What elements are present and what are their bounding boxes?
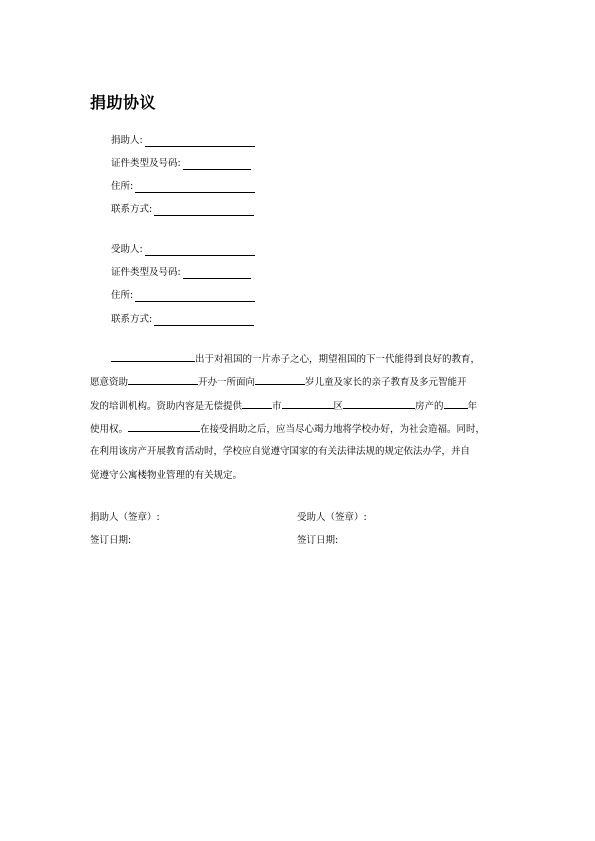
- donor-name-blank[interactable]: [145, 146, 255, 147]
- body-line-6: 觉遵守公寓楼物业管理的有关规定。: [90, 470, 243, 481]
- body-text: 市: [272, 401, 282, 412]
- recipient-signature-label: 受助人（签章）:: [297, 512, 367, 523]
- property-blank[interactable]: [343, 399, 415, 409]
- page-title: 捐助协议: [90, 93, 157, 112]
- body-text: 在接受捐助之后，应当尽心竭力地将学校办好，为社会造福。同时，: [200, 424, 486, 435]
- body-line-1: [90, 352, 506, 366]
- donor-id-field: [111, 158, 251, 170]
- recipient-blank[interactable]: [128, 375, 198, 385]
- body-text: 房产的: [415, 401, 444, 412]
- recipient-contact-blank[interactable]: [154, 325, 254, 326]
- recipient-address-field: [111, 290, 255, 302]
- donor-contact-label: 联系方式:: [111, 204, 153, 215]
- donor-id-blank[interactable]: [183, 169, 251, 170]
- donor-contact-field: [111, 204, 254, 216]
- recipient-name-blank[interactable]: [145, 255, 255, 256]
- donor-signature-label: 捐助人（签章）:: [90, 512, 160, 523]
- body-text: 愿意资助: [90, 377, 129, 388]
- donor-blank[interactable]: [111, 352, 195, 362]
- donor-name-field: [111, 135, 255, 147]
- body-text: 年: [467, 401, 478, 412]
- donor-id-label: 证件类型及号码:: [111, 158, 181, 169]
- age-blank[interactable]: [255, 375, 305, 385]
- recipient-address-blank[interactable]: [135, 301, 255, 302]
- recipient-name-field: [111, 244, 255, 256]
- donor-address-blank[interactable]: [135, 192, 255, 193]
- body-text: 开办一所面向: [198, 377, 256, 388]
- body-line-2: [90, 375, 506, 389]
- body-text: 岁儿童及家长的亲子教育及多元智能开: [305, 377, 467, 388]
- recipient-blank-2[interactable]: [128, 422, 200, 432]
- body-line-5: 在利用该房产开展教育活动时，学校应自觉遵守国家的有关法律法规的规定依法办学，并自: [90, 446, 471, 457]
- recipient-id-label: 证件类型及号码:: [111, 267, 181, 278]
- donor-date-label: 签订日期:: [90, 535, 132, 546]
- recipient-contact-field: [111, 314, 254, 326]
- city-blank[interactable]: [242, 399, 272, 409]
- years-blank[interactable]: [444, 399, 468, 409]
- body-text: 出于对祖国的一片赤子之心，期望祖国的下一代能得到良好的教育，: [195, 354, 481, 365]
- body-line-3: [90, 399, 506, 413]
- body-text: 使用权。: [90, 424, 129, 435]
- donor-address-field: [111, 181, 255, 193]
- recipient-name-label: 受助人:: [111, 244, 143, 255]
- body-text: 区: [333, 401, 344, 412]
- district-blank[interactable]: [282, 399, 334, 409]
- recipient-address-label: 住所:: [111, 290, 134, 301]
- recipient-id-field: [111, 267, 251, 279]
- donor-contact-blank[interactable]: [154, 215, 254, 216]
- donor-address-label: 住所:: [111, 181, 134, 192]
- recipient-id-blank[interactable]: [183, 278, 251, 279]
- body-text: 发的培训机构。资助内容是无偿提供: [90, 401, 243, 412]
- recipient-contact-label: 联系方式:: [111, 314, 153, 325]
- recipient-date-label: 签订日期:: [297, 535, 339, 546]
- body-line-4: [90, 422, 506, 436]
- donor-name-label: 捐助人:: [111, 135, 143, 146]
